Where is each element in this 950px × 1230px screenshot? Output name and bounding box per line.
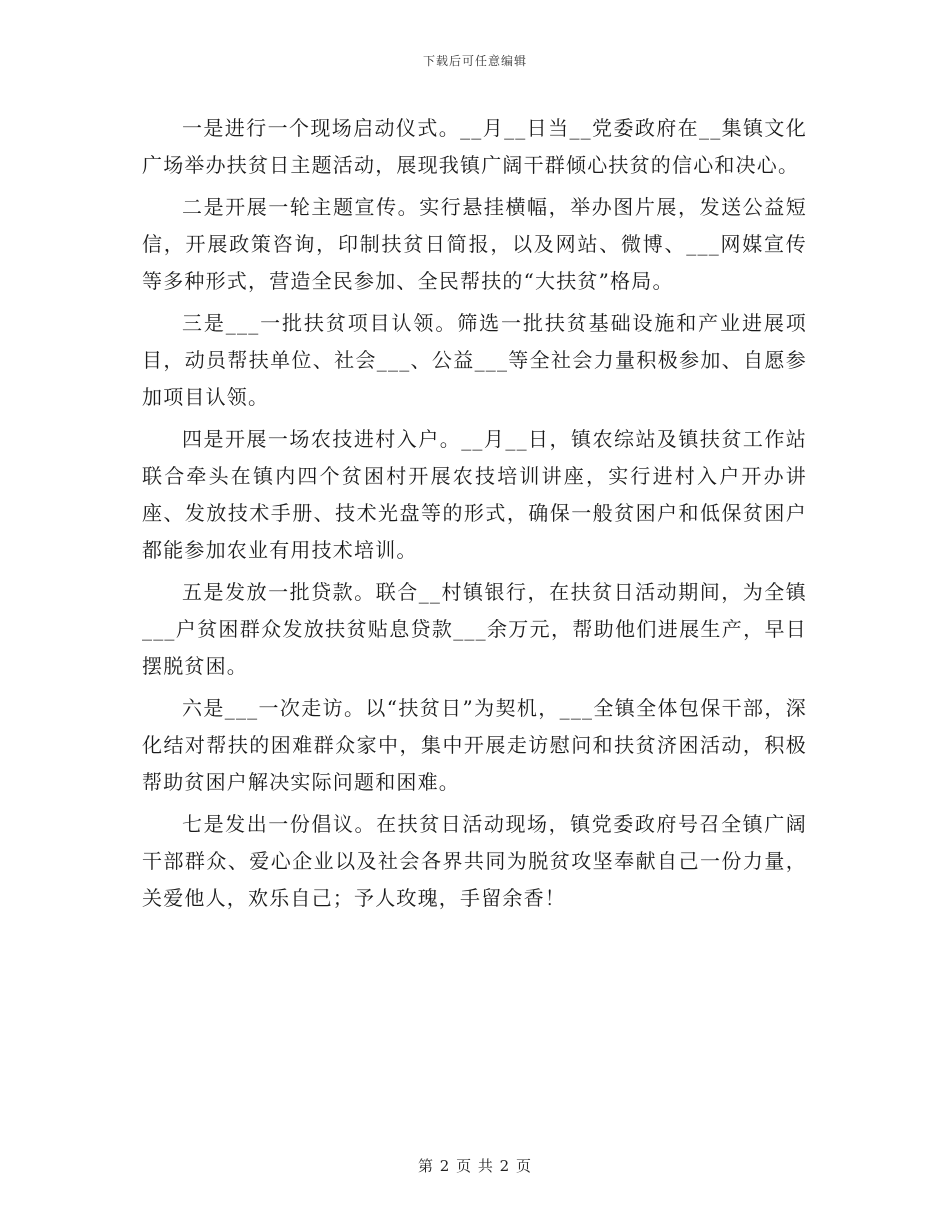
paragraph-5: 五是发放一批贷款。联合__村镇银行，在扶贫日活动期间，为全镇___户贫困群众发放扶贫贴息贷款___余万元，帮助他们进展生产，早日摆脱贫困。 <box>142 580 807 678</box>
document-body <box>142 110 807 922</box>
page-footer: 第 2 页 共 2 页 <box>418 1157 532 1175</box>
paragraph-3: 三是___一批扶贫项目认领。筛选一批扶贫基础设施和产业进展项目，动员帮扶单位、社会___、公益___等全社会力量积极参加、自愿参加项目认领。 <box>142 311 807 409</box>
paragraph-4: 四是开展一场农技进村入户。__月__日，镇农综站及镇扶贫工作站联合牵头在镇内四个贫困村开展农技培训讲座，实行进村入户开办讲座、发放技术手册、技术光盘等的形式，确保一般贫困户和低保贫困户都能参加农业有用技术培训。 <box>142 427 807 562</box>
page-header: 下载后可任意编辑 <box>422 54 527 68</box>
paragraph-7: 七是发出一份倡议。在扶贫日活动现场，镇党委政府号召全镇广阔干部群众、爱心企业以及社会各界共同为脱贫攻坚奉献自己一份力量，关爱他人，欢乐自己；予人玫瑰，手留余香！ <box>142 812 807 910</box>
paragraph-2: 二是开展一轮主题宣传。实行悬挂横幅，举办图片展，发送公益短信，开展政策咨询，印制扶贫日简报，以及网站、微博、___网媒宣传等多种形式，营造全民参加、全民帮扶的“大扶贫”格局。 <box>142 195 807 293</box>
paragraph-6: 六是___一次走访。以“扶贫日”为契机，___全镇全体包保干部，深化结对帮扶的困难群众家中，集中开展走访慰问和扶贫济困活动，积极帮助贫困户解决实际问题和困难。 <box>142 696 807 794</box>
paragraph-1: 一是进行一个现场启动仪式。__月__日当__党委政府在__集镇文化广场举办扶贫日主题活动，展现我镇广阔干群倾心扶贫的信心和决心。 <box>142 116 807 177</box>
